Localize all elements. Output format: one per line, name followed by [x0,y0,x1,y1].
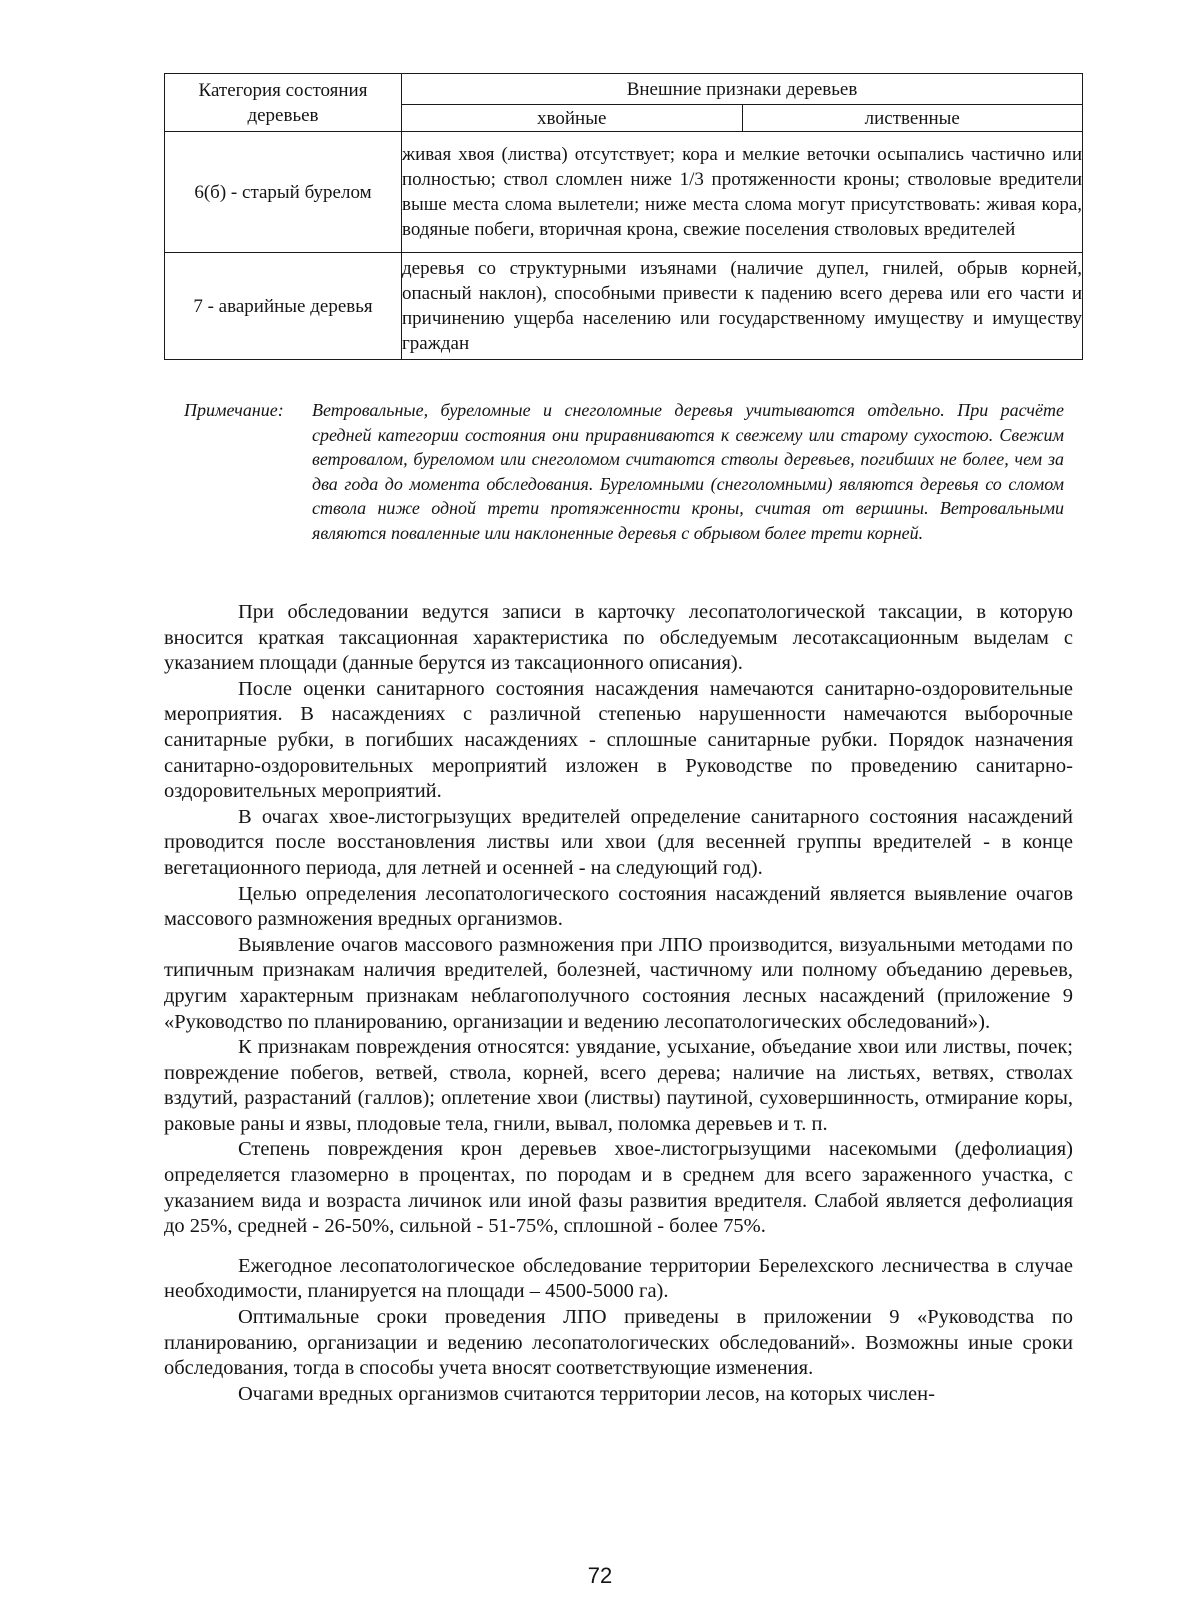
note-label: Примечание: [184,400,284,420]
paragraph: При обследовании ведутся записи в карточку лесопатологической таксации, в которую вносится краткая таксационная характеристика по обследуемым лесотаксационным выделам с указанием площади (данные берутся из таксационного описания). [164,601,1073,675]
paragraph: Очагами вредных организмов считаются территории лесов, на которых числен- [238,1382,935,1405]
paragraph: Целью определения лесопатологического состояния насаждений является выявление очагов массового размножения вредных организмов. [164,882,1073,931]
paragraph: Степень повреждения крон деревьев хвое-листогрызущими насекомыми (дефолиация) определяется глазомерно в процентах, по породам и в среднем для всего зараженного участка, с указанием вида и возраста личинок или иной фазы развития вредителя. Слабой является дефолиация до 25%, средней - 26-50%, сильной - 51-75%, сплошной - более 75%. [164,1138,1073,1238]
note-text: Ветровальные, буреломные и снеголомные деревья учитываются отдельно. При расчёте средней категории состояния они приравниваются к свежему или старому сухостою. Свежим ветровалом, буреломом или снеголомом считаются стволы деревьев, погибших не более, чем за два года до момента обследования. Буреломными (снеголомными) являются деревья со сломом ствола ниже одной трети протяженности кроны, считая от вершины. Ветровальными являются поваленные или наклоненные деревья с обрывом более трети корней. [312,400,1064,543]
paragraph: Выявление очагов массового размножения при ЛПО производится, визуальными методами по типичным признакам наличия вредителей, болезней, частичному или полному объеданию деревьев, другим характерным признакам неблагополучного состояния лесных насаждений (приложение 9 «Руководство по планированию, организации и ведению лесопатологических обследований»). [164,933,1073,1033]
paragraph: После оценки санитарного состояния насаждения намечаются санитарно-оздоровительные мероприятия. В насаждениях с различной степенью нарушенности намечаются выборочные санитарные рубки, в погибших насаждениях - сплошные санитарные рубки. Порядок назначения санитарно-оздоровительных мероприятий изложен в Руководстве по проведению санитарно-оздоровительных мероприятий. [164,677,1073,803]
header-category: Категория состояния деревьев [165,74,402,132]
row-description: живая хвоя (листва) отсутствует; кора и мелкие веточки осыпались частично или полностью; ствол сломлен ниже 1/3 протяженности кроны; стволовые вредители выше места слома вылетели; ниже места слома могут присутствовать: живая кора, водяные побеги, вторичная крона, свежие поселения стволовых вредителей [402,132,1083,253]
table-row [165,253,1083,360]
row-category: 6(б) - старый бурелом [165,132,402,253]
paragraph: В очагах хвое-листогрызущих вредителей определение санитарного состояния насаждений проводится после восстановления листвы или хвои (для весенней группы вредителей - в конце вегетационного периода, для летней и осенней - на следующий год). [164,805,1073,879]
tree-condition-table [164,73,1083,360]
row-description: деревья со структурными изъянами (наличие дупел, гнилей, обрыв корней, опасный наклон), способными привести к падению всего дерева или его части и причинению ущерба населению или государственному имуществу и имуществу граждан [402,253,1083,360]
paragraph: К признакам повреждения относятся: увядание, усыхание, объедание хвои или листвы, почек; повреждение побегов, ветвей, ствола, корней, всего дерева; наличие на листьях, ветвях, стволах вздутий, разрастаний (галлов); оплетение хвои (листвы) паутиной, суховершинность, отмирание коры, раковые раны и язвы, плодовые тела, гнили, вывал, поломка деревьев и т. п. [164,1036,1073,1135]
paragraph: Ежегодное лесопатологическое обследование территории Берелехского лесничества в случае необходимости, планируется на площади – 4500-5000 га). [164,1254,1073,1303]
header-conifer: хвойные [402,105,743,132]
body-text [164,600,1073,1407]
paragraph: Оптимальные сроки проведения ЛПО приведены в приложении 9 «Руководства по планированию, организации и ведению лесопатологических обследований». Возможны иные сроки обследования, тогда в способы учета вносят соответствующие изменения. [164,1306,1073,1380]
header-deciduous: лиственные [742,105,1083,132]
row-category: 7 - аварийные деревья [165,253,402,360]
header-external-signs: Внешние признаки деревьев [402,74,1083,105]
table-row [165,132,1083,253]
page-number: 72 [587,1563,613,1588]
table-note [184,398,1064,545]
